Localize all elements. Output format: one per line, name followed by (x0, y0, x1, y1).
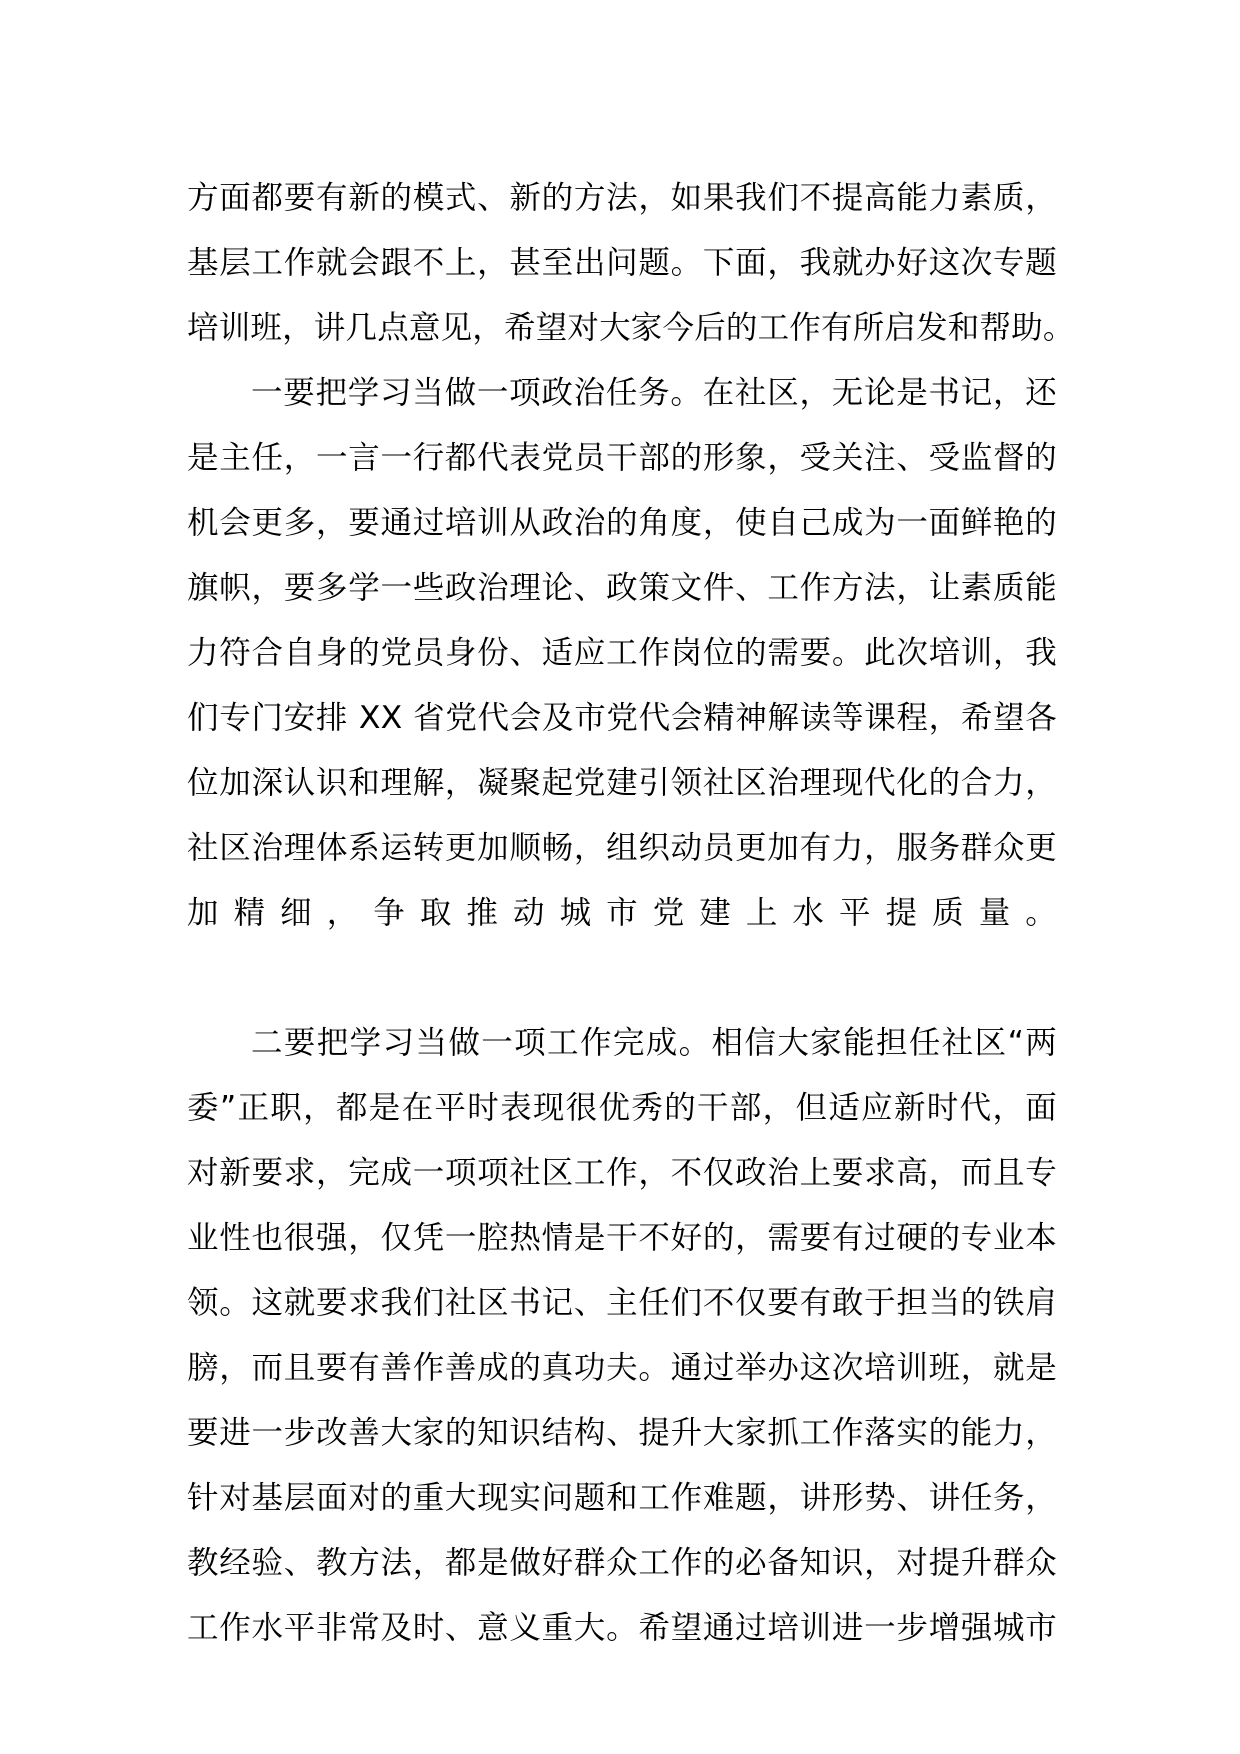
text-line: 基层工作就会跟不上，甚至出问题。下面，我就办好这次专题 (187, 245, 1057, 281)
text-line: 是主任，一言一行都代表党员干部的形象，受关注、受监督的 (187, 440, 1057, 476)
text-line: 膀，而且要有善作善成的真功夫。通过举办这次培训班，就是 (187, 1350, 1057, 1386)
text-line: 针对基层面对的重大现实问题和工作难题，讲形势、讲任务， (187, 1480, 1057, 1516)
text-line: 位加深认识和理解，凝聚起党建引领社区治理现代化的合力， (187, 765, 1057, 801)
text-line: 旗帜，要多学一些政治理论、政策文件、工作方法，让素质能 (187, 570, 1057, 606)
text-line: 力符合自身的党员身份、适应工作岗位的需要。此次培训，我 (187, 635, 1057, 671)
document-body (187, 166, 1075, 1661)
paragraph-first-line: 一要把学习当做一项政治任务。在社区，无论是书记，还 (251, 375, 1057, 411)
text-line: 们专门安排 XX 省党代会及市党代会精神解读等课程，希望各 (187, 700, 1057, 736)
text-line: 工作水平非常及时、意义重大。希望通过培训进一步增强城市 (187, 1610, 1057, 1646)
paragraph-first-line: 二要把学习当做一项工作完成。相信大家能担任社区“两 (251, 1025, 1057, 1061)
text-line: 培训班，讲几点意见，希望对大家今后的工作有所启发和帮助。 (187, 310, 1075, 346)
text-line: 业性也很强，仅凭一腔热情是干不好的，需要有过硬的专业本 (187, 1220, 1057, 1256)
text-line: 加精细，争取推动城市党建上水平提质量。 (187, 895, 1057, 931)
text-line: 方面都要有新的模式、新的方法，如果我们不提高能力素质， (187, 180, 1057, 216)
text-line: 教经验、教方法，都是做好群众工作的必备知识，对提升群众 (187, 1545, 1057, 1581)
text-line: 要进一步改善大家的知识结构、提升大家抓工作落实的能力， (187, 1415, 1057, 1451)
text-line: 委”正职，都是在平时表现很优秀的干部，但适应新时代，面 (187, 1090, 1057, 1126)
text-line: 对新要求，完成一项项社区工作，不仅政治上要求高，而且专 (187, 1155, 1057, 1191)
text-line: 机会更多，要通过培训从政治的角度，使自己成为一面鲜艳的 (187, 505, 1057, 541)
text-line (187, 946, 1057, 1011)
text-line: 社区治理体系运转更加顺畅，组织动员更加有力，服务群众更 (187, 830, 1057, 866)
text-line: 领。这就要求我们社区书记、主任们不仅要有敢于担当的铁肩 (187, 1285, 1057, 1321)
